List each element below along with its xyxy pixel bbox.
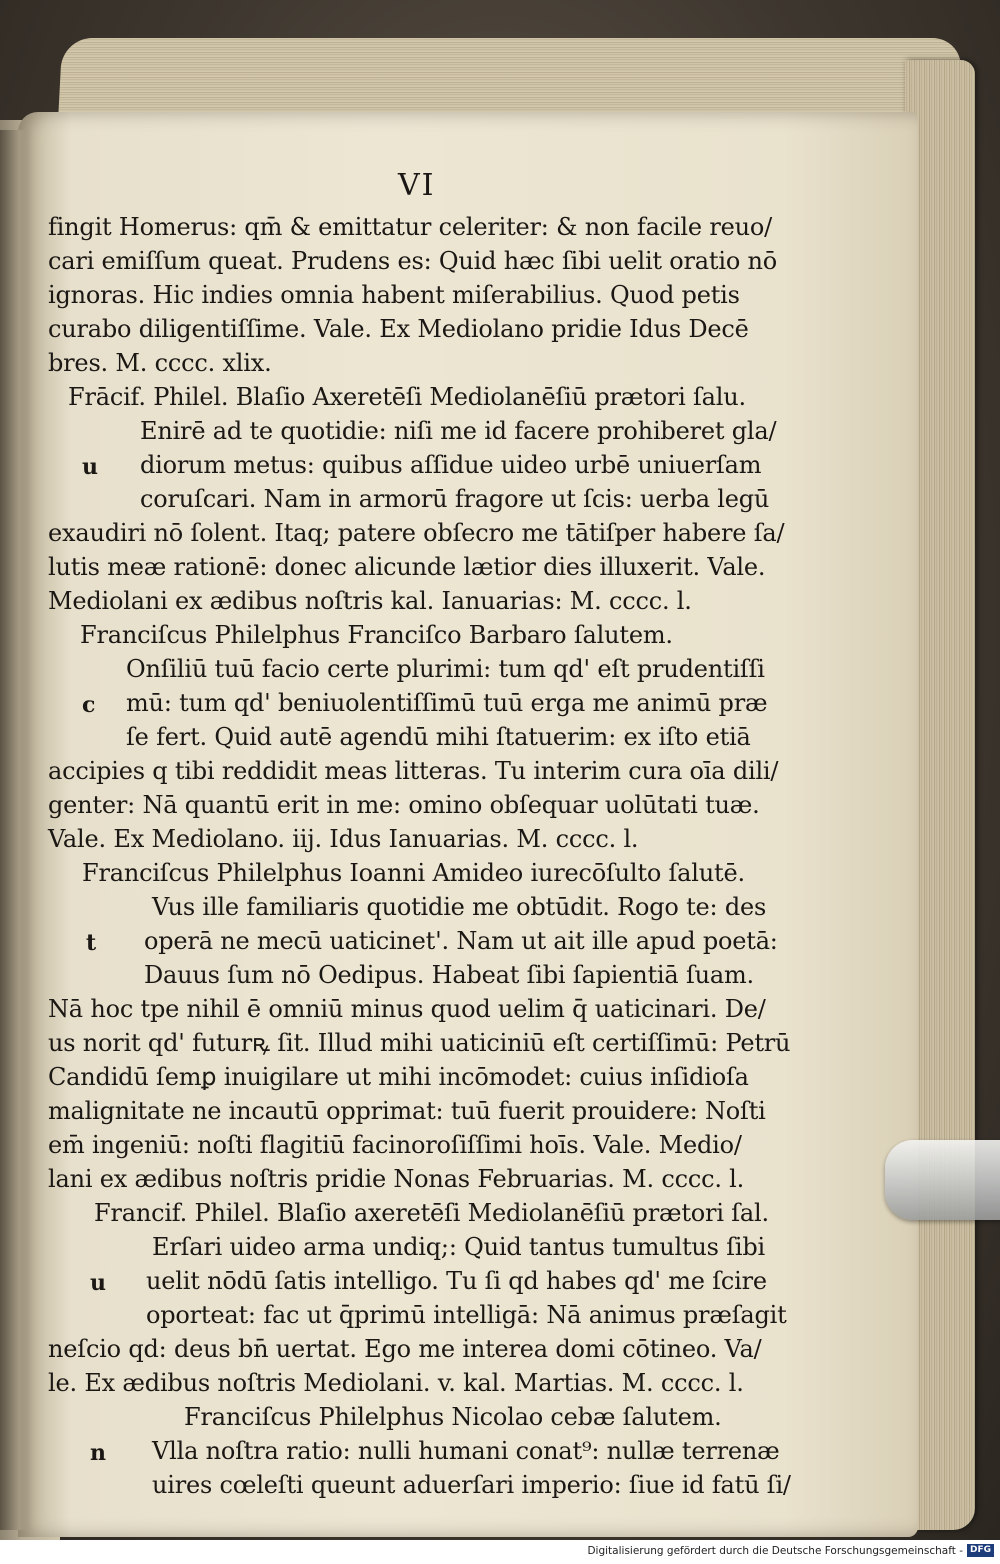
- text-line: Vlla noſtra ratio: nulli humani conat⁹: nullæ terrenæ: [152, 1437, 780, 1465]
- text-line: accipies q tibi reddidit meas litteras. Tu interim cura oīa dili/: [48, 757, 779, 785]
- text-line: Vale. Ex Mediolano. iij. Idus Ianuarias. M. cccc. l.: [48, 825, 639, 853]
- text-line: em̄ ingeniū: noſti flagitiū facinoroſiſſimi hoīs. Vale. Medio/: [48, 1131, 742, 1159]
- text-line: lutis meæ rationē: donec alicunde lætior dies illuxerit. Vale.: [48, 553, 766, 581]
- text-line: Onſiliū tuū facio certe plurimi: tum qd' eſt prudentiſſi: [126, 655, 765, 683]
- text-line: Frācif. Philel. Blaſio Axeretēſi Mediolanēſiū prætori ſalu.: [68, 383, 746, 411]
- text-line: le. Ex ædibus noſtris Mediolani. v. kal. Martias. M. cccc. l.: [48, 1369, 744, 1397]
- text-line: bres. M. cccc. xlix.: [48, 349, 272, 377]
- text-line: operā ne mecū uaticinet'. Nam ut ait ille apud poetā:: [144, 927, 778, 955]
- guide-initial: u: [82, 454, 98, 480]
- text-line: Erſari uideo arma undiq;: Quid tantus tumultus ſibi: [152, 1233, 766, 1261]
- text-line: genter: Nā quantū erit in me: omino obſequar uolūtati tuæ.: [48, 791, 760, 819]
- text-line: mū: tum qd' beniuolentiſſimū tuū erga me animū præ: [126, 689, 768, 717]
- text-line: ignoras. Hic indies omnia habent miſerabilius. Quod petis: [48, 281, 740, 309]
- text-line: curabo diligentiſſime. Vale. Ex Mediolano pridie Idus Decē: [48, 315, 749, 343]
- text-line: uires cœleſti queunt aduerſari imperio: ſiue id fatū ſi/: [152, 1471, 791, 1499]
- bookmark-clip: [885, 1140, 1000, 1220]
- text-line: us norit qd' futurꝶ ſit. Illud mihi uaticiniū eſt certiſſimū: Petrū: [48, 1029, 791, 1057]
- credit-text: Digitalisierung gefördert durch die Deutsche Forschungsgemeinschaft -: [587, 1544, 963, 1557]
- digitization-credit: [587, 1544, 994, 1557]
- text-line: malignitate ne incautū opprimat: tuū fuerit prouidere: Noſti: [48, 1097, 766, 1125]
- text-line: oporteat: fac ut q̄primū intelligā: Nā animus præſagit: [146, 1301, 787, 1329]
- guide-initial: n: [90, 1440, 106, 1466]
- guide-initial: c: [82, 692, 96, 718]
- text-line: Mediolani ex ædibus noſtris kal. Ianuarias: M. cccc. l.: [48, 587, 692, 615]
- text-line: Franciſcus Philelphus Franciſco Barbaro ſalutem.: [80, 621, 673, 649]
- text-line: diorum metus: quibus aſſidue uideo urbē uniuerſam: [140, 451, 762, 479]
- page-gutter: [0, 130, 32, 1530]
- text-line: ſe fert. Quid autē agendū mihi ſtatuerim: ex iſto etiā: [126, 723, 751, 751]
- text-line: Franciſcus Philelphus Nicolao cebæ ſalutem.: [184, 1403, 722, 1431]
- text-line: Enirē ad te quotidie: niſi me id facere prohiberet gla/: [140, 417, 777, 445]
- text-line: coruſcari. Nam in armorū fragore ut ſcis: uerba legū: [140, 485, 770, 513]
- text-line: cari emiſſum queat. Prudens es: Quid hæc ſibi uelit oratio nō: [48, 247, 778, 275]
- text-line: Francif. Philel. Blaſio axeretēſi Mediolanēſiū prætori ſal.: [94, 1199, 769, 1227]
- text-line: exaudiri nō ſolent. Itaq; patere obſecro me tātiſper habere ſa/: [48, 519, 785, 547]
- text-line: Vus ille familiaris quotidie me obtūdit. Rogo te: des: [152, 893, 767, 921]
- text-line: lani ex ædibus noſtris pridie Nonas Februarias. M. cccc. l.: [48, 1165, 745, 1193]
- text-line: Candidū ſemꝑ inuigilare ut mihi incōmodet: cuius inſidioſa: [48, 1063, 749, 1091]
- text-line: neſcio qd: deus bn̄ uertat. Ego me interea domi cōtineo. Va/: [48, 1335, 762, 1363]
- dfg-logo: DFG: [967, 1544, 994, 1557]
- guide-initial: u: [90, 1270, 106, 1296]
- text-line: Franciſcus Philelphus Ioanni Amideo iurecōſulto ſalutē.: [82, 859, 745, 887]
- text-line: fingit Homerus: qm̄ & emittatur celeriter: & non facile reuo/: [48, 213, 772, 241]
- text-line: uelit nōdū ſatis intelligo. Tu ſi qd habes qd' me ſcire: [146, 1267, 767, 1295]
- text-line: Nā hoc tpe nihil ē omniū minus quod uelim q̄ uaticinari. De/: [48, 995, 766, 1023]
- folio-number: VI: [398, 168, 436, 203]
- text-line: Dauus ſum nō Oedipus. Habeat ſibi ſapientiā ſuam.: [144, 961, 754, 989]
- guide-initial: t: [86, 930, 97, 956]
